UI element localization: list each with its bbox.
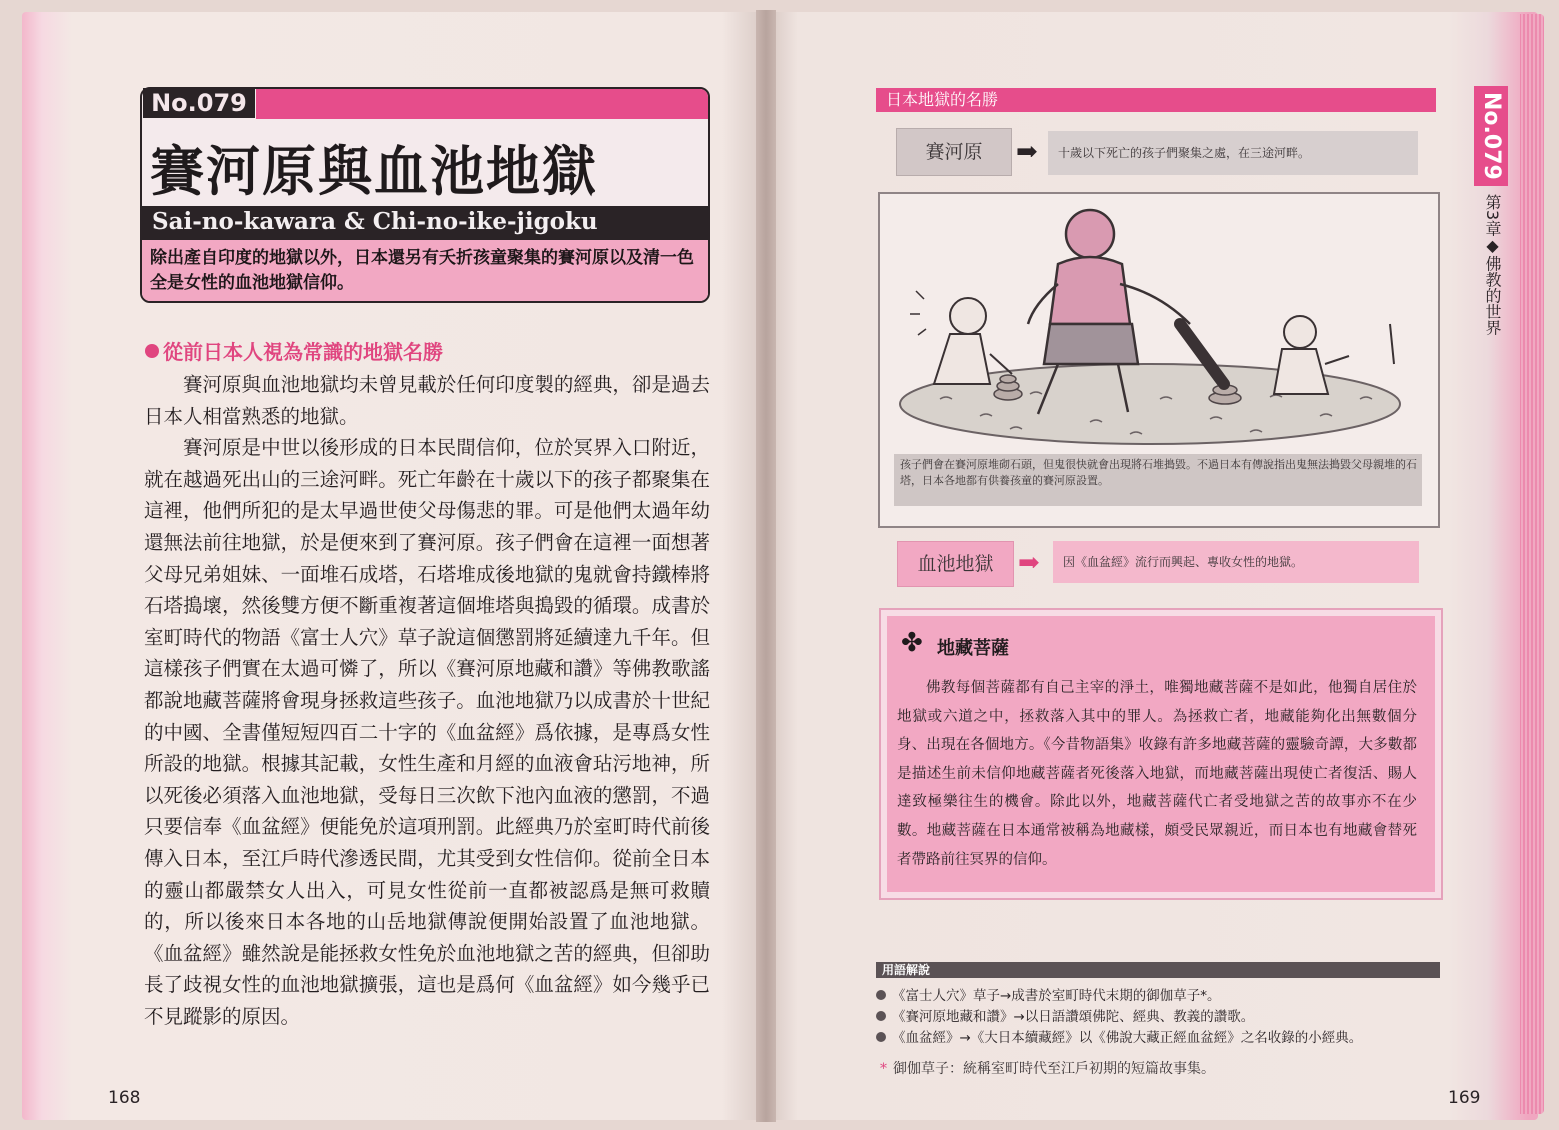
- sainokawara-desc: 十歲以下死亡的孩子們聚集之處，在三途河畔。: [1048, 131, 1418, 175]
- section-heading-text: 從前日本人視為常識的地獄名勝: [163, 340, 443, 364]
- article-summary: 除出產自印度的地獄以外，日本還另有夭折孩童聚集的賽河原以及清一色全是女性的血池地獄信仰。: [150, 248, 694, 293]
- arrow-right-pink-icon: ➡: [1018, 548, 1040, 578]
- title-box: [140, 87, 710, 303]
- jizo-text: [897, 674, 1417, 874]
- arrow-right-icon: ➡: [1016, 137, 1038, 167]
- jizo-column: [879, 608, 1443, 900]
- illustration-frame: [878, 192, 1440, 528]
- bullet-icon: [876, 1032, 886, 1042]
- illustration-caption: 孩子們會在賽河原堆砌石頭，但鬼很快就會出現將石堆搗毀。不過日本有傳說指出鬼無法搗毀父母親堆的石塔，日本各地都有供養孩童的賽河原設置。: [900, 458, 1417, 487]
- article-number: No.079: [143, 88, 255, 118]
- asterisk-icon: *: [880, 1061, 887, 1077]
- diamond-cross-icon: ✤: [901, 628, 923, 658]
- side-article-number: No.079: [1474, 86, 1508, 186]
- glossary-item: [876, 1028, 1446, 1049]
- page-edge: [1520, 14, 1544, 1114]
- bullet-icon: [876, 990, 886, 1000]
- glossary-footnote-text: 御伽草子：統稱室町時代至江戶初期的短篇故事集。: [893, 1061, 1215, 1077]
- glossary-item-text: 《血盆經》→《大日本續藏經》以《佛說大藏正經血盆經》之名收錄的小經典。: [892, 1030, 1363, 1046]
- sainokawara-label: 賽河原: [896, 128, 1012, 176]
- side-chapter-label: 第3章◆佛教的世界: [1483, 194, 1502, 336]
- famous-places-title: 日本地獄的名勝: [886, 90, 999, 109]
- glossary-title: 用語解說: [882, 963, 931, 977]
- bullet-icon: [145, 344, 159, 358]
- book-gutter: [756, 10, 776, 1122]
- glossary-footnote: [880, 1058, 1215, 1078]
- glossary-item: [876, 1007, 1446, 1028]
- page-number-right: 169: [1448, 1088, 1481, 1108]
- side-index-tab: [1474, 86, 1510, 376]
- section-heading: [145, 336, 443, 365]
- jizo-paragraph: 佛教每個菩薩都有自己主宰的淨土，唯獨地藏菩薩不是如此，他獨自居住於地獄或六道之中，拯救落入其中的罪人。為拯救亡者，地藏能夠化出無數個分身、出現在各個地方。《今昔物語集》收錄有許多地藏菩薩的靈驗奇譚，大多數都是描述生前未信仰地藏菩薩者死後落入地獄，而地藏菩薩出現使亡者復活、賜人達致極樂往生的機會。除此以外，地藏菩薩代亡者受地獄之苦的故事亦不在少數。地藏菩薩在日本通常被稱為地藏樣，頗受民眾親近，而日本也有地藏會替死者帶路前往冥界的信仰。: [897, 680, 1417, 868]
- bullet-icon: [876, 1011, 886, 1021]
- article-subtitle: Sai-no-kawara & Chi-no-ike-jigoku: [152, 208, 598, 235]
- glossary-item: [876, 986, 1446, 1007]
- jizo-title: 地藏菩薩: [937, 638, 1009, 659]
- glossary-bar: [876, 962, 1440, 978]
- glossary-item-text: 《賽河原地藏和讚》→以日語讚頌佛陀、經典、教義的讚歌。: [892, 1009, 1255, 1025]
- title-stripe: [256, 89, 708, 119]
- chinoike-label: 血池地獄: [897, 541, 1014, 587]
- body-text: [144, 369, 710, 1032]
- paragraph-2: 賽河原是中世以後形成的日本民間信仰，位於冥界入口附近，就在越過死出山的三途河畔。死亡年齡在十歲以下的孩子都聚集在這裡，他們所犯的是太早過世使父母傷悲的罪。可是他們太過年幼還無法前往地獄，於是便來到了賽河原。孩子們會在這裡一面想著父母兄弟姐妹、一面堆石成塔，石塔堆成後地獄的鬼就會持鐵棒將石塔搗壞，然後雙方便不斷重複著這個堆塔與搗毀的循環。成書於室町時代的物語《富士人穴》草子說這個懲罰將延續達九千年。但這樣孩子們實在太過可憐了，所以《賽河原地藏和讚》等佛教歌謠都說地藏菩薩將會現身拯救這些孩子。血池地獄乃以成書於十世紀的中國、全書僅短短四百二十字的《血盆經》爲依據，是專爲女性所設的地獄。根據其記載，女性生產和月經的血液會玷污地神，所以死後必須落入血池地獄，受每日三次飲下池內血液的懲罰，不過只要信奉《血盆經》便能免於這項刑罰。此經典乃於室町時代前後傳入日本，至江戶時代滲透民間，尤其受到女性信仰。從前全日本的靈山都嚴禁女人出入，可見女性從前一直都被認爲是無可救贖的，所以後來日本各地的山岳地獄傳說便開始設置了血池地獄。《血盆經》雖然說是能拯救女性免於血池地獄之苦的經典，但卻助長了歧視女性的血池地獄擴張，這也是爲何《血盆經》如今幾乎已不見蹤影的原因。: [144, 436, 710, 1028]
- paragraph-1: 賽河原與血池地獄均未曾見載於任何印度製的經典，卻是過去日本人相當熟悉的地獄。: [144, 373, 710, 428]
- glossary-item-text: 《富士人穴》草子→成書於室町時代末期的御伽草子*。: [892, 988, 1221, 1004]
- article-title: 賽河原與血池地獄: [150, 140, 598, 203]
- glossary-list: [876, 986, 1446, 1049]
- page-number-left: 168: [108, 1088, 141, 1108]
- oni-illustration: [880, 194, 1438, 452]
- chinoike-desc: 因《血盆經》流行而興起、專收女性的地獄。: [1053, 541, 1419, 583]
